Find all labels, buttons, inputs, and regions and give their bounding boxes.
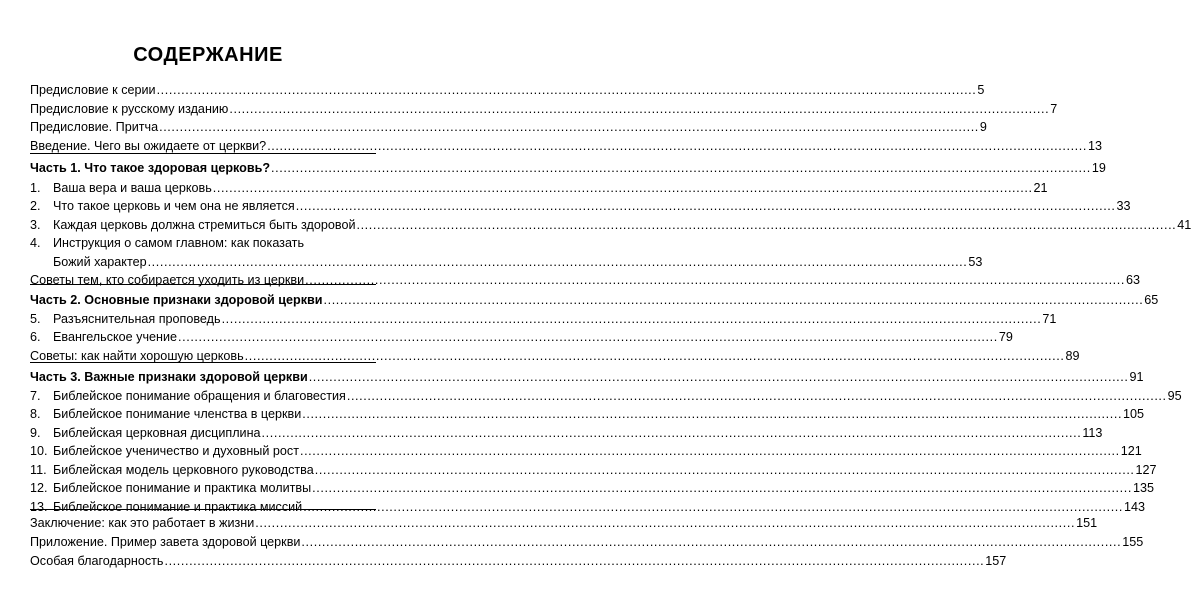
toc-entry-title: Ваша вера и ваша церковь	[53, 181, 212, 195]
toc-entry-title: Предисловие к серии	[30, 83, 156, 97]
dot-leader: ........................................................................................................................................................................................................	[164, 554, 985, 568]
toc-entry-page: 13	[1087, 139, 1102, 153]
toc-entry-title: Советы: как найти хорошую церковь	[30, 349, 244, 363]
toc-entry-title: Заключение: как это работает в жизни	[30, 516, 255, 530]
toc-entry-number: 3.	[30, 218, 41, 232]
toc-entry-page: 121	[1120, 444, 1142, 458]
toc-entry-page: 157	[985, 554, 1007, 568]
toc-entry-page: 71	[1042, 312, 1057, 326]
dot-leader: ........................................................................................................................................................................................................	[299, 444, 1120, 458]
toc-entry	[30, 404, 1145, 424]
toc-entry-title: Советы тем, кто собирается уходить из церкви	[30, 273, 305, 287]
toc-entry-title: Что такое церковь и чем она не является	[53, 199, 295, 213]
dot-leader: ........................................................................................................................................................................................................	[346, 389, 1167, 403]
toc-entry-title: Инструкция о самом главном: как показать	[53, 236, 305, 250]
toc-entry-title: Библейская церковная дисциплина	[53, 426, 261, 440]
toc-entry-page: 9	[979, 120, 987, 134]
dot-leader: ........................................................................................................................................................................................................	[303, 500, 1124, 514]
dot-leader: ........................................................................................................................................................................................................	[147, 255, 968, 269]
toc-entry-title: Предисловие к русскому изданию	[30, 102, 229, 116]
toc-entry	[30, 158, 1106, 178]
dot-leader: ........................................................................................................................................................................................................	[221, 312, 1042, 326]
toc-entry-title: Библейское понимание и практика молитвы	[53, 481, 312, 495]
toc-entry-title: Особая благодарность	[30, 554, 164, 568]
toc-entry-page: 19	[1091, 161, 1106, 175]
toc-entry-title: Библейское понимание членства в церкви	[53, 407, 302, 421]
toc-entry	[30, 532, 1144, 552]
dot-leader: ........................................................................................................................................................................................................	[229, 102, 1050, 116]
dot-leader: ........................................................................................................................................................................................................	[244, 349, 1065, 363]
toc-entry-page: 95	[1167, 389, 1182, 403]
toc-entry	[30, 551, 1007, 571]
toc-entry	[30, 136, 1102, 156]
toc-entry-title: Часть 3. Важные признаки здоровой церкви	[30, 370, 308, 384]
toc-entry	[30, 478, 1154, 498]
toc-entry-title: Часть 1. Что такое здоровая церковь?	[30, 161, 271, 175]
toc-entry-number: 2.	[30, 199, 41, 213]
toc-entry-title: Каждая церковь должна стремиться быть здоровой	[53, 218, 356, 232]
toc-entry-number: 5.	[30, 312, 41, 326]
toc-entry-title: Часть 2. Основные признаки здоровой церкви	[30, 293, 323, 307]
dot-leader: ........................................................................................................................................................................................................	[267, 139, 1087, 153]
toc-entry-title: Библейское ученичество и духовный рост	[53, 444, 299, 458]
toc-entry-number: 11.	[30, 463, 47, 477]
toc-entry	[30, 460, 1157, 480]
toc-entry	[30, 513, 1098, 533]
toc-entry	[30, 290, 1159, 310]
toc-entry	[30, 178, 1048, 198]
toc-entry-number: 7.	[30, 389, 41, 403]
dot-leader: ........................................................................................................................................................................................................	[314, 463, 1135, 477]
toc-entry-page: 33	[1116, 199, 1131, 213]
toc-entry-page: 5	[977, 83, 985, 97]
toc-entry-page: 41	[1177, 218, 1191, 232]
toc-entry-title: Предисловие. Притча	[30, 120, 159, 134]
toc-entry-page: 155	[1122, 535, 1144, 549]
toc-entry-page: 65	[1144, 293, 1159, 307]
toc-entry	[30, 233, 376, 253]
toc-entry-number: 4.	[30, 236, 41, 250]
toc-entry	[30, 80, 985, 100]
toc-entry-number: 1.	[30, 181, 41, 195]
dot-leader: ........................................................................................................................................................................................................	[323, 293, 1144, 307]
dot-leader: ........................................................................................................................................................................................................	[295, 199, 1116, 213]
toc-entry-page: 113	[1082, 426, 1103, 440]
toc-entry	[30, 441, 1142, 461]
toc-entry-number: 10.	[30, 444, 48, 458]
dot-leader: ........................................................................................................................................................................................................	[271, 161, 1091, 175]
dot-leader: ........................................................................................................................................................................................................	[302, 407, 1123, 421]
toc-entry	[30, 117, 987, 137]
toc-entry-number: 9.	[30, 426, 41, 440]
toc-entry-page: 127	[1135, 463, 1157, 477]
toc-entry-title: Божий характер	[53, 255, 147, 269]
toc-entry-page: 21	[1033, 181, 1048, 195]
toc-entry-title: Библейская модель церковного руководства	[53, 463, 314, 477]
toc-entry	[30, 99, 1058, 119]
toc-entry-title: Библейское понимание и практика миссий	[53, 500, 303, 514]
toc-entry	[30, 367, 1144, 387]
toc-entry	[30, 327, 1013, 347]
toc-entry-number: 13.	[30, 500, 48, 514]
toc-entry	[30, 270, 1140, 290]
toc-entry-title: Приложение. Пример завета здоровой церкви	[30, 535, 301, 549]
dot-leader: ........................................................................................................................................................................................................	[212, 181, 1033, 195]
toc-entry	[30, 309, 1057, 329]
toc-entry-title: Евангельское учение	[53, 330, 178, 344]
dot-leader: ........................................................................................................................................................................................................	[261, 426, 1082, 440]
toc-entry-page: 79	[998, 330, 1013, 344]
toc-entry-number: 8.	[30, 407, 41, 421]
dot-leader: ........................................................................................................................................................................................................	[301, 535, 1122, 549]
toc-entry-page: 105	[1123, 407, 1145, 421]
dot-leader: ........................................................................................................................................................................................................	[156, 83, 977, 97]
dot-leader: ........................................................................................................................................................................................................	[255, 516, 1076, 530]
toc-entry-page: 63	[1125, 273, 1140, 287]
toc-entry-number: 12.	[30, 481, 48, 495]
dot-leader: ........................................................................................................................................................................................................	[159, 120, 979, 134]
toc-entry-title: Библейское понимание обращения и благовестия	[53, 389, 346, 403]
toc-entry	[30, 423, 1103, 443]
toc-entry-page: 143	[1124, 500, 1146, 514]
toc-entry-page: 151	[1076, 516, 1098, 530]
dot-leader: ........................................................................................................................................................................................................	[305, 273, 1125, 287]
toc-entry-page: 89	[1065, 349, 1080, 363]
toc-entry-number: 6.	[30, 330, 41, 344]
dot-leader: ........................................................................................................................................................................................................	[178, 330, 998, 344]
toc-entry-title: Разъяснительная проповедь	[53, 312, 221, 326]
toc-entry	[30, 386, 1182, 406]
toc-entry-title: Введение. Чего вы ожидаете от церкви?	[30, 139, 267, 153]
toc-entry-page: 91	[1129, 370, 1144, 384]
toc-entry-page: 7	[1050, 102, 1058, 116]
toc-entry	[30, 346, 1080, 366]
toc-entry-page: 53	[968, 255, 983, 269]
toc-entry	[30, 252, 983, 272]
dot-leader: ........................................................................................................................................................................................................	[312, 481, 1132, 495]
toc-entry-page: 135	[1132, 481, 1154, 495]
page-title: СОДЕРЖАНИЕ	[133, 44, 283, 66]
dot-leader: ........................................................................................................................................................................................................	[356, 218, 1177, 232]
dot-leader: ........................................................................................................................................................................................................	[308, 370, 1129, 384]
toc-entry	[30, 215, 1191, 235]
toc-entry	[30, 196, 1131, 216]
